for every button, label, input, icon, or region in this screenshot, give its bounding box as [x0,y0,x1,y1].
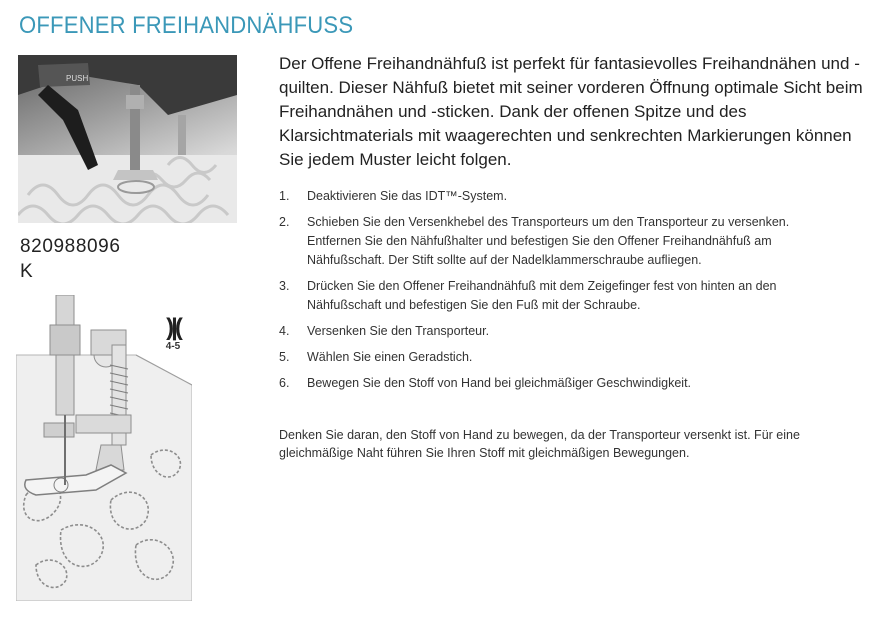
page-title: OFFENER FREIHANDNÄHFUSS [19,12,354,39]
step-number: 4. [279,324,290,338]
step-text: Wählen Sie einen Geradstich. [307,350,473,364]
article-number [20,234,121,284]
step-item [279,277,839,315]
step-text: Deaktivieren Sie das IDT™-System. [307,189,508,203]
stitch-setting [158,315,188,355]
intro-paragraph: Der Offene Freihandnähfuß ist perfekt für fantasievolles Freihandnähen und -quilten. Dieser Nähfuß bietet mit seiner vorderen Öffnung optimale Sicht beim Freihandnähen und -sticken. Dank der offenen Spitze und des Klarsichtmaterials mit waagerechten und senkrechten Markierungen können Sie jedem Muster leicht folgen. [279,54,863,169]
note-paragraph: Denken Sie daran, den Stoff von Hand zu bewegen, da der Transporteur versenkt ist. Für eine gleichmäßige Naht führen Sie Ihren Stoff mit gleichmäßigen Bewegungen. [279,428,800,460]
article-number-value: 820988096 [20,236,121,257]
presser-foot-photo [18,55,237,223]
stitch-width-value: 4-5 [165,341,181,352]
step-number: 3. [279,279,290,293]
step-text: Schieben Sie den Versenkhebel des Transporteurs um den Transporteur zu versenken. Entfernen Sie den Nähfußhalter und befestigen Sie den Offener Freihandnähfuß am Nähfußschaft. Der Stift sollte auf der Nadelklammerschraube aufliegen. [307,215,790,267]
step-number: 1. [279,189,290,203]
step-item [279,322,839,341]
push-label: PUSH [66,74,89,83]
step-text: Bewegen Sie den Stoff von Hand bei gleichmäßiger Geschwindigkeit. [307,376,692,390]
stitch-width-icon: )|( [166,314,180,341]
step-item [279,374,839,393]
step-number: 6. [279,376,290,390]
step-number: 2. [279,215,290,229]
step-item [279,348,839,367]
step-item [279,213,839,270]
article-suffix: K [20,261,34,282]
step-text: Versenken Sie den Transporteur. [307,324,490,338]
step-text: Drücken Sie den Offener Freihandnähfuß mit dem Zeigefinger fest von hinten an den Nähfußschaft und befestigen Sie den Fuß mit der Schraube. [307,279,777,312]
step-number: 5. [279,350,290,364]
step-item [279,187,839,206]
instruction-steps [279,187,839,400]
product-photo [18,55,237,223]
